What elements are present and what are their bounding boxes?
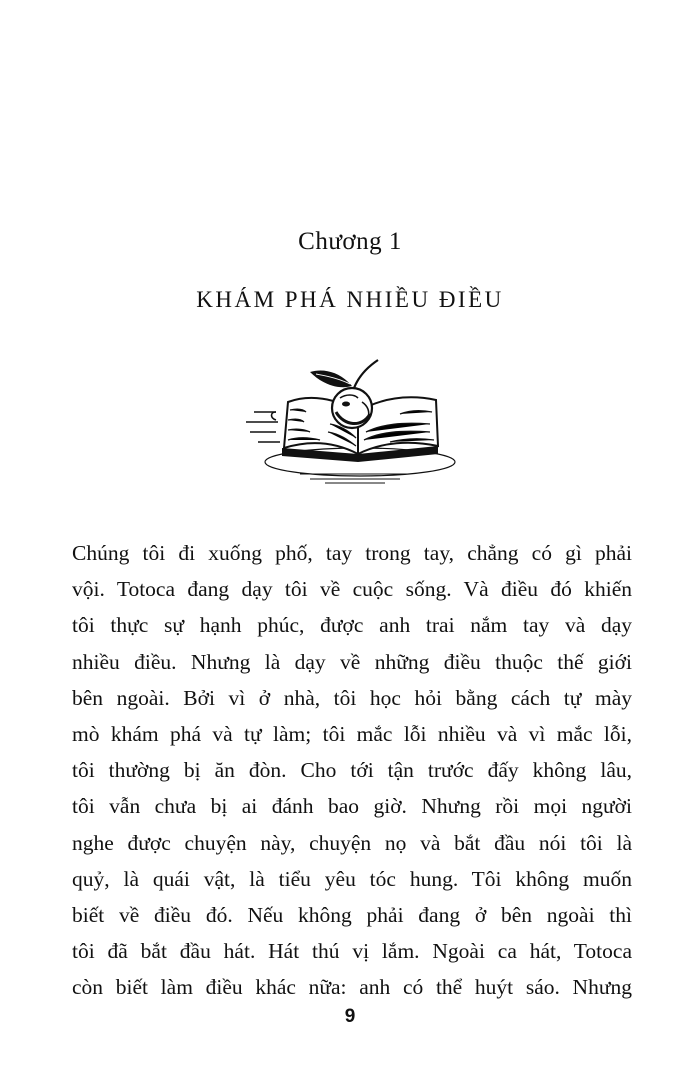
chapter-title: KHÁM PHÁ NHIỀU ĐIỀU	[196, 287, 504, 312]
open-book-with-fruit-icon	[240, 350, 460, 485]
body-line: tôi thực sự hạnh phúc, được anh trai nắm tay và dạy	[72, 613, 632, 638]
body-line: tôi thường bị ăn đòn. Cho tới tận trước đấy không lâu,	[72, 758, 632, 783]
body-line: quỷ, là quái vật, là tiểu yêu tóc hung. Tôi không muốn	[72, 866, 632, 891]
body-line: biết về điều đó. Nếu không phải đang ở bên ngoài thì	[72, 902, 632, 927]
body-line: vội. Totoca đang dạy tôi về cuộc sống. Và điều đó khiến	[72, 577, 632, 602]
body-line: bên ngoài. Bởi vì ở nhà, tôi học hỏi bằng cách tự mày	[72, 685, 632, 710]
body-line: Chúng tôi đi xuống phố, tay trong tay, chẳng có gì phải	[72, 541, 632, 565]
body-line: tôi vẫn chưa bị ai đánh bao giờ. Nhưng rồi mọi người	[72, 794, 632, 819]
page-number: 9	[344, 1006, 356, 1027]
body-line: tôi đã bắt đầu hát. Hát thú vị lắm. Ngoài ca hát, Totoca	[72, 939, 632, 964]
body-line: còn biết làm điều khác nữa: anh có thể huýt sáo. Nhưng	[72, 975, 632, 1000]
body-text	[72, 535, 632, 1005]
body-line: nghe được chuyện này, chuyện nọ và bắt đầu nói tôi là	[72, 830, 632, 855]
chapter-number: Chương 1	[298, 228, 402, 255]
body-line: mò khám phá và tự làm; tôi mắc lỗi nhiều và vì mắc lỗi,	[72, 721, 632, 746]
body-line: nhiều điều. Nhưng là dạy về những điều thuộc thế giới	[72, 649, 632, 674]
